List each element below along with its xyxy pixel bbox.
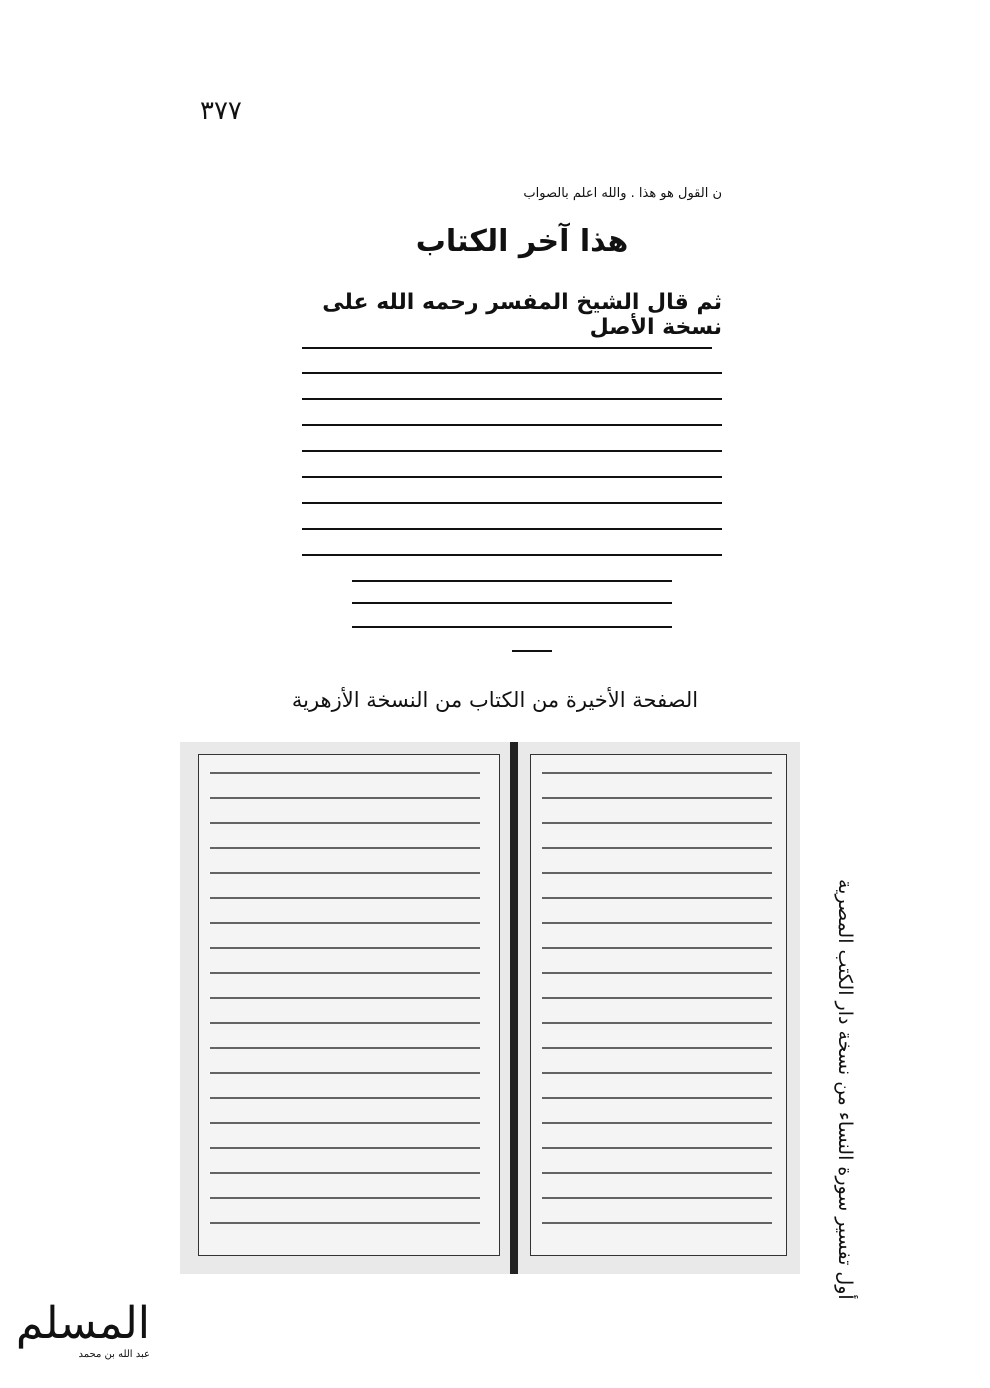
manuscript-text-line [542, 947, 772, 949]
manuscript-text-line [542, 1147, 772, 1149]
manuscript-text-line [210, 1147, 480, 1149]
manuscript-page-right [530, 754, 787, 1256]
manuscript-subtitle: ثم قال الشيخ المفسر رحمه الله على نسخة الأصل [322, 290, 722, 340]
manuscript-text-line [542, 922, 772, 924]
manuscript-text-line [352, 580, 672, 582]
manuscript-text-line [210, 872, 480, 874]
manuscript-text-line [542, 847, 772, 849]
manuscript-text-line [210, 1022, 480, 1024]
manuscript-text-line [302, 528, 722, 530]
manuscript-text-line [542, 1172, 772, 1174]
manuscript-text-line [542, 1222, 772, 1224]
manuscript-header-line: ن القول هو هذا . والله اعلم بالصواب [523, 186, 722, 201]
manuscript-text-line [542, 997, 772, 999]
manuscript-text-line [302, 398, 722, 400]
manuscript-text-line [210, 797, 480, 799]
manuscript-text-line [302, 502, 722, 504]
manuscript-text-line [210, 922, 480, 924]
manuscript-text-line [542, 972, 772, 974]
manuscript-text-line [210, 972, 480, 974]
manuscript-text-line [302, 372, 722, 374]
manuscript-text-line [542, 897, 772, 899]
manuscript-page-left [198, 754, 500, 1256]
page-number: ٣٧٧ [200, 96, 242, 126]
manuscript-text-line [542, 1197, 772, 1199]
manuscript-text-line [210, 897, 480, 899]
caption-top: الصفحة الأخيرة من الكتاب من النسخة الأزهرية [291, 688, 699, 712]
manuscript-text-line [542, 1047, 772, 1049]
manuscript-text-line [302, 347, 712, 349]
manuscript-text-line [210, 1047, 480, 1049]
manuscript-text-line [302, 424, 722, 426]
manuscript-text-line [210, 947, 480, 949]
manuscript-text-line [352, 602, 672, 604]
publisher-logo: المسلم [15, 1298, 150, 1349]
manuscript-text-line [302, 554, 722, 556]
manuscript-text-line [302, 476, 722, 478]
manuscript-text-line [542, 1022, 772, 1024]
caption-side: أول تفسير سورة النساء من نسخة دار الكتب المصرية [834, 879, 856, 1300]
manuscript-title: هذا آخر الكتاب [415, 224, 629, 259]
manuscript-text-line [210, 1072, 480, 1074]
manuscript-spine [510, 742, 518, 1274]
manuscript-text-line [210, 822, 480, 824]
manuscript-text-line [542, 1072, 772, 1074]
manuscript-text-line [542, 797, 772, 799]
manuscript-bottom-image [180, 742, 800, 1274]
manuscript-text-line [210, 997, 480, 999]
manuscript-text-line [210, 1172, 480, 1174]
manuscript-text-line [352, 626, 672, 628]
publisher-signature: عبد الله بن محمد [78, 1349, 150, 1360]
manuscript-text-line [302, 450, 722, 452]
manuscript-text-line [542, 772, 772, 774]
manuscript-text-line [542, 1122, 772, 1124]
manuscript-text-line [210, 1197, 480, 1199]
publisher-stamp [10, 1298, 150, 1378]
manuscript-text-line [210, 772, 480, 774]
manuscript-text-line [210, 1122, 480, 1124]
manuscript-text-line [210, 1097, 480, 1099]
manuscript-text-line [542, 872, 772, 874]
manuscript-text-line [512, 650, 552, 652]
manuscript-text-line [210, 847, 480, 849]
manuscript-top-image [282, 172, 722, 672]
manuscript-text-line [542, 1097, 772, 1099]
manuscript-text-line [542, 822, 772, 824]
manuscript-text-line [210, 1222, 480, 1224]
